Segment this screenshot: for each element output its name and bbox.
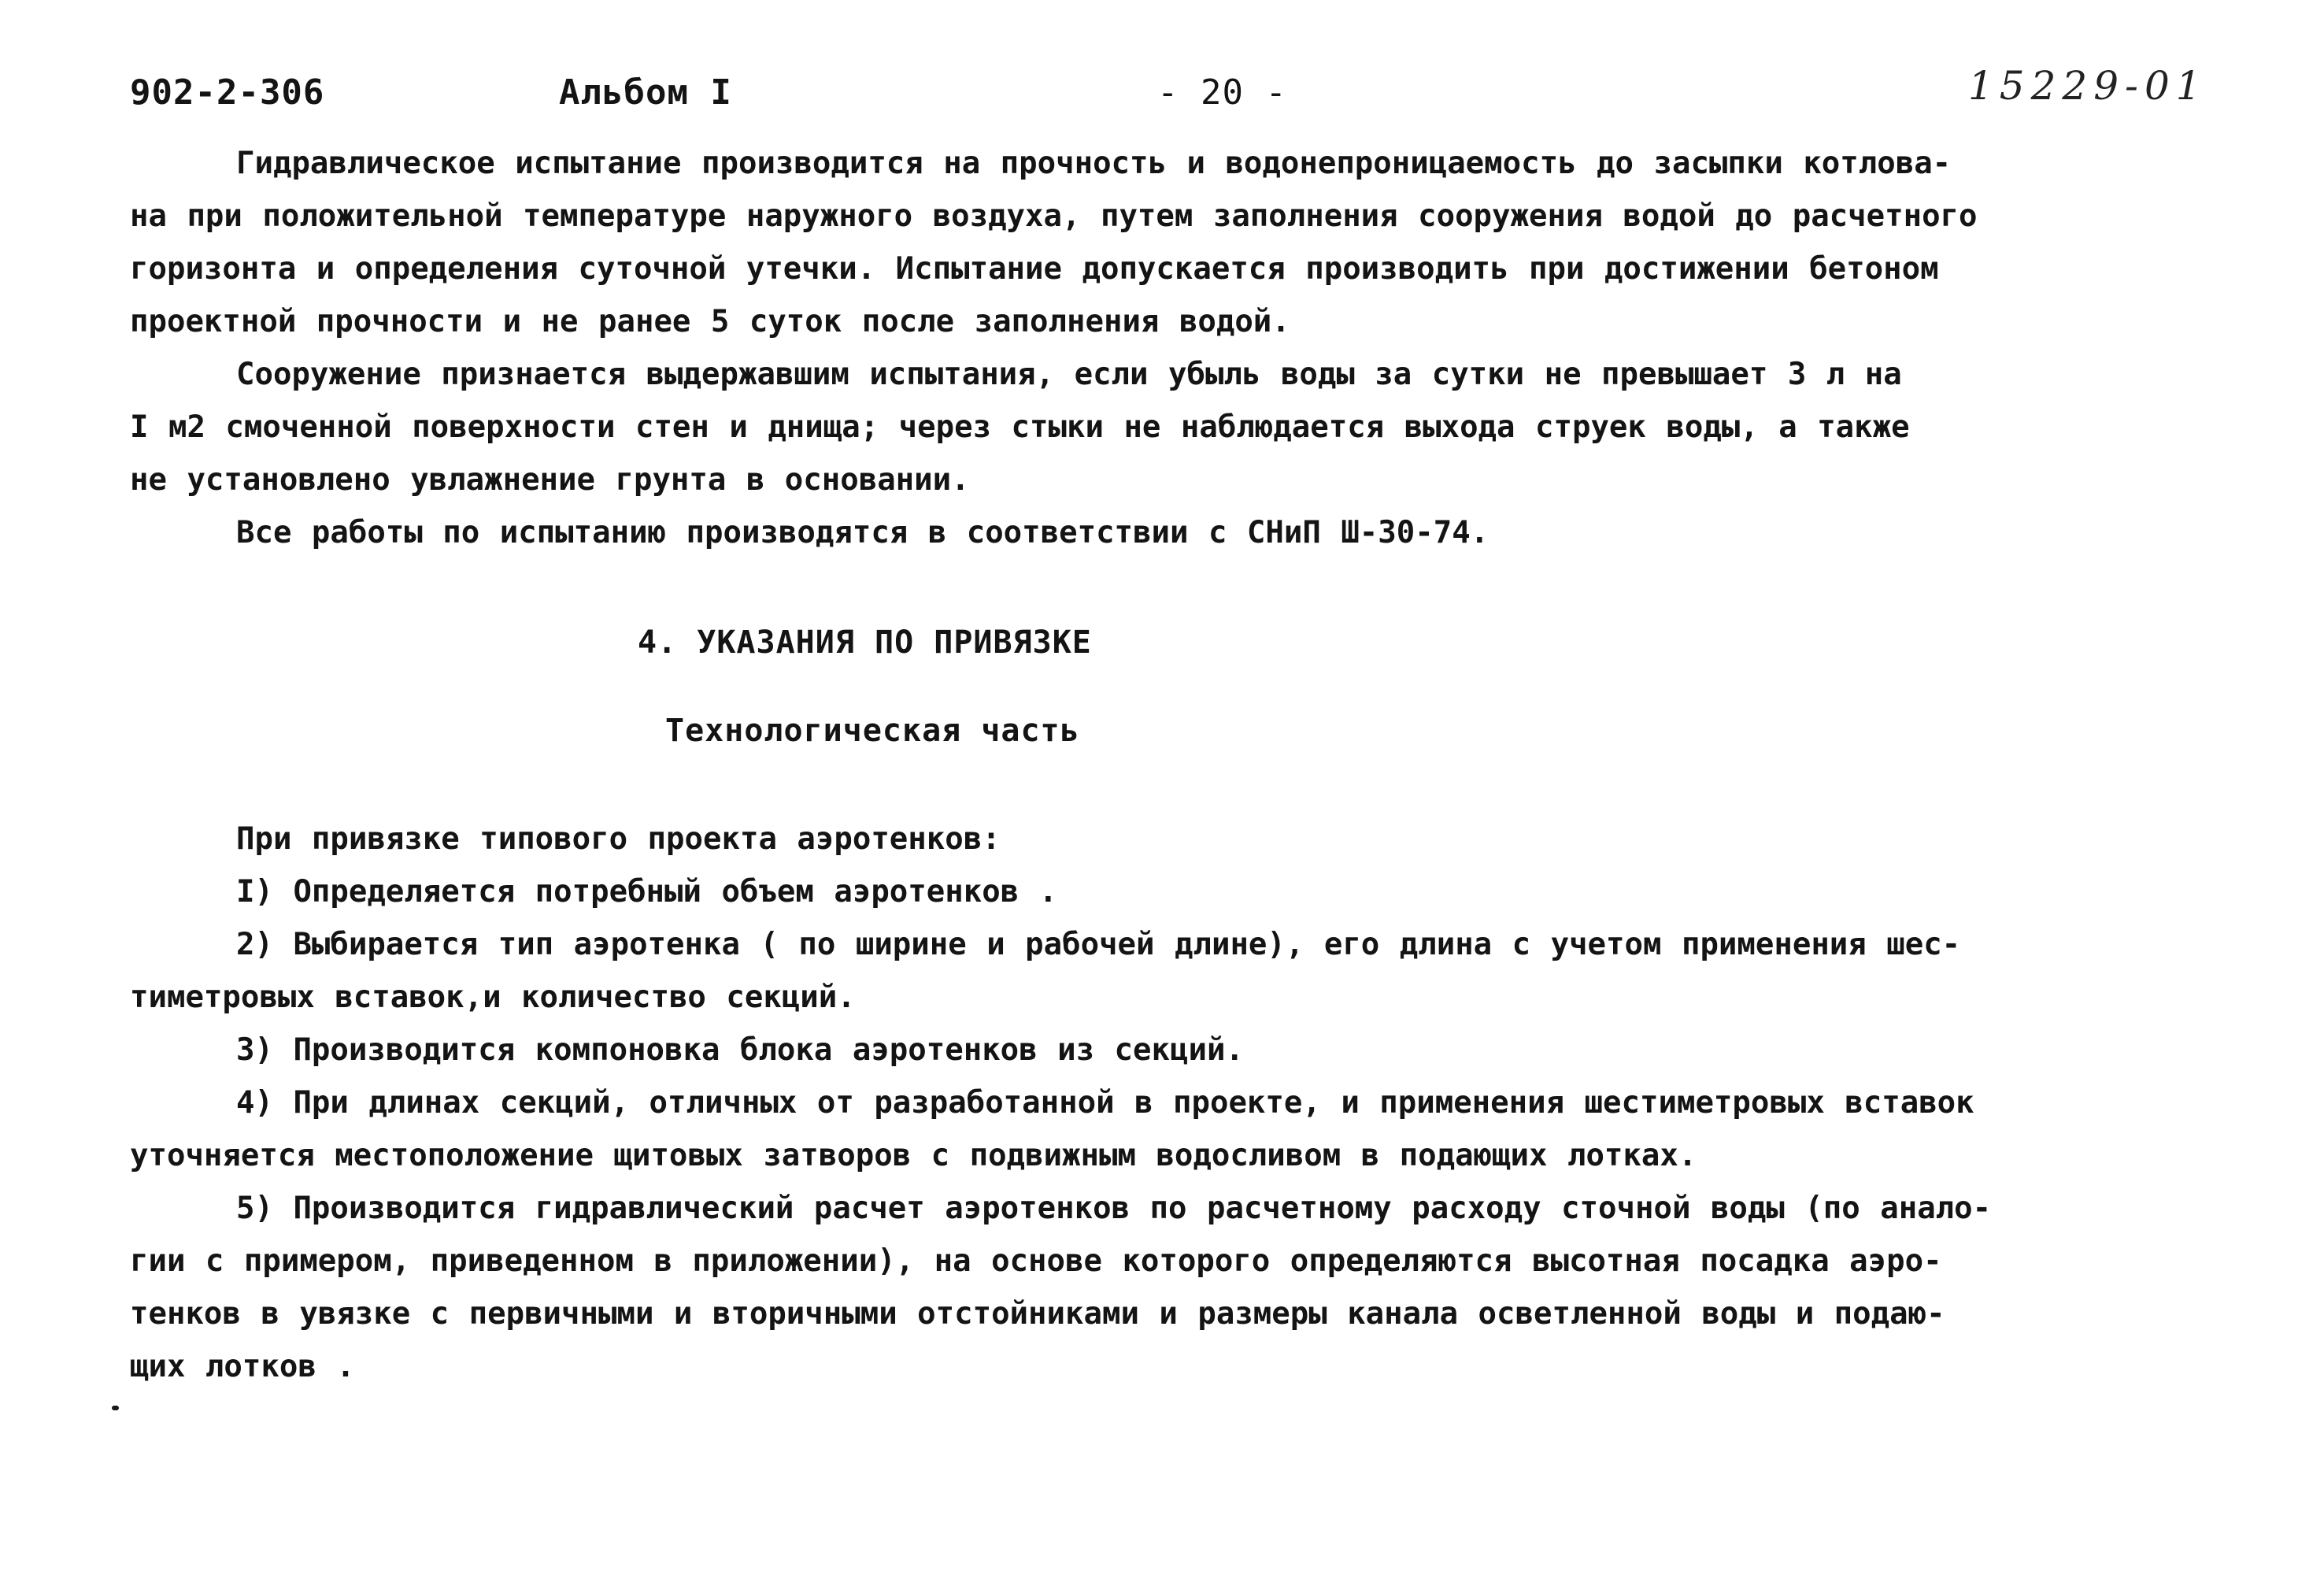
paragraph-line: проектной прочности и не ранее 5 суток после заполнения водой. [130,304,1290,339]
document-code: 902-2-306 [130,72,325,113]
section-title: 4. УКАЗАНИЯ ПО ПРИВЯЗКЕ [638,624,1092,661]
album-label: Альбом I [559,72,732,113]
paragraph-line: 2) Выбирается тип аэротенка ( по ширине и рабочей длине), его длина с учетом применения шес- [236,927,1961,962]
section-subtitle: Технологическая часть [665,713,1080,749]
paragraph-line: I м2 смоченной поверхности стен и днища; через стыки не наблюдается выхода струек воды, а также [130,409,1910,445]
paragraph-line: тенков в увязке с первичными и вторичными отстойниками и размеры канала осветленной воды и подаю- [130,1296,1945,1332]
paragraph-line: 3) Производится компоновка блока аэротенков из секций. [236,1032,1244,1068]
paragraph-line: При привязке типового проекта аэротенков: [236,821,1001,857]
paragraph-line: Все работы по испытанию производятся в соответствии с СНиП Ш-30-74. [236,515,1490,550]
paragraph-line: щих лотков . [130,1349,355,1384]
paragraph-line: Сооружение признается выдержавшим испытания, если убыль воды за сутки не превышает 3 л на [236,357,1902,392]
paragraph-line: гии с примером, приведенном в приложении), на основе которого определяются высотная посадка аэро- [130,1243,1942,1279]
paragraph-line: I) Определяется потребный объем аэротенков . [236,874,1058,910]
paragraph-line: не установлено увлажнение грунта в основании. [130,462,970,498]
paragraph-line: тиметровых вставок,и количество секций. [130,980,856,1015]
page-number: - 20 - [1157,72,1287,113]
paragraph-line: 5) Производится гидравлический расчет аэротенков по расчетному расходу сточной воды (по анало- [236,1191,1992,1226]
paragraph-line: Гидравлическое испытание производится на прочность и водонепроницаемость до засыпки котлова- [236,146,1952,181]
handwritten-number: 15229-01 [1968,63,2207,109]
scan-speck [112,1406,119,1410]
paragraph-line: на при положительной температуре наружного воздуха, путем заполнения сооружения водой до расчетного [130,198,1978,234]
paragraph-line: горизонта и определения суточной утечки. Испытание допускается производить при достижении бетоном [130,251,1939,287]
paragraph-line: уточняется местоположение щитовых затворов с подвижным водосливом в подающих лотках. [130,1138,1697,1173]
paragraph-line: 4) При длинах секций, отличных от разработанной в проекте, и применения шестиметровых вставок [236,1085,1974,1121]
